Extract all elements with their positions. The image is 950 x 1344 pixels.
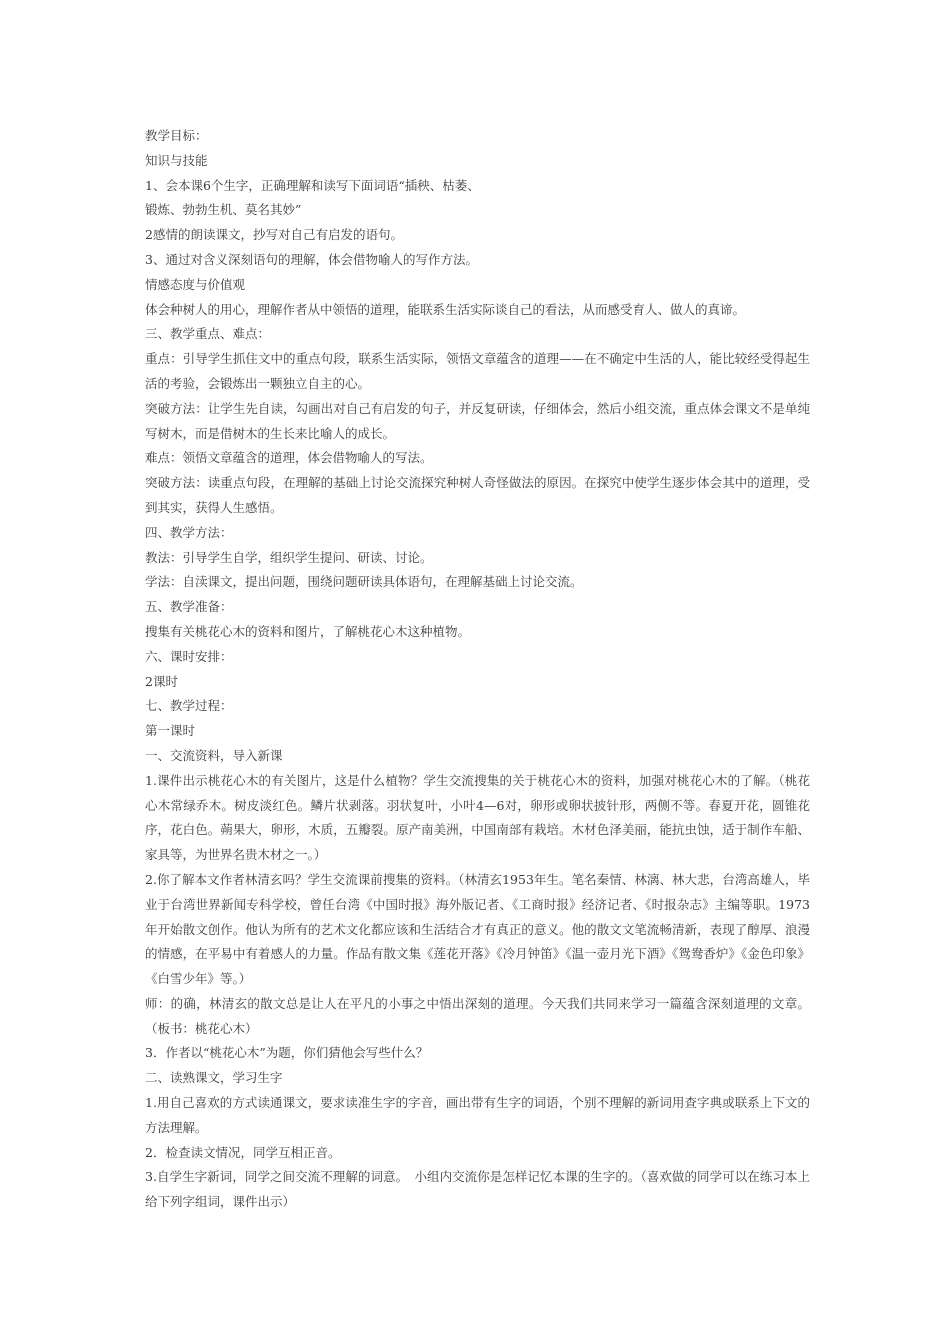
teaching-method-text: 教法：引导学生自学，组织学生提问、研读、讨论。 xyxy=(145,549,433,565)
heading-teaching-process: 七、教学过程： xyxy=(145,698,233,714)
subheading-knowledge-skills: 知识与技能 xyxy=(145,152,208,168)
document-body xyxy=(145,124,810,1215)
step-2-author: 2.你了解本文作者林清玄吗？学生交流课前搜集的资料。（林清玄1953年生。笔名秦情、林漓、林大悲，台湾高雄人，毕业于台湾世界新闻专科学校，曾任台湾《中国时报》海外版记者、《工商时报》经济记者、《时报杂志》主编等职。1973年开始散文创作。他认为所有的艺术文化都应该和生活结合才有真正的意义。他的散文文笔流畅清新，表现了醇厚、浪漫的情感，在平易中有着感人的力量。作品有散文集《莲花开落》《冷月钟笛》《温一壶月光下酒》《鸳鸯香炉》《金色印象》《白雪少年》等。） xyxy=(145,871,810,987)
difficult-point-text: 难点：领悟文章蕴含的道理，体会借物喻人的写法。 xyxy=(145,450,433,466)
read-step-1: 1.用自己喜欢的方式读通课文，要求读准生字的字音，画出带有生字的词语，个别不理解的新词用查字典或联系上下文的方法理解。 xyxy=(145,1095,810,1135)
heading-teaching-goals: 教学目标： xyxy=(145,128,208,143)
heading-teaching-preparation: 五、教学准备： xyxy=(145,599,233,615)
goal-item-3: 3、通过对含义深刻语句的理解，体会借物喻人的写作方法。 xyxy=(145,251,478,267)
class-hours-text: 2课时 xyxy=(145,673,178,689)
first-lesson-heading: 第一课时 xyxy=(145,723,196,739)
preparation-text: 搜集有关桃花心木的资料和图片，了解桃花心木这种植物。 xyxy=(145,623,471,639)
learning-method-text: 学法：自渎课文，提出问题，围绕问题研读具体语句，在理解基础上讨论交流。 xyxy=(145,574,583,590)
subheading-attitude-values: 情感态度与价值观 xyxy=(145,276,246,292)
section-exchange-materials: 一、交流资料，导入新课 xyxy=(145,747,283,763)
read-step-3: 3.自学生字新词，同学之间交流不理解的词意。 小组内交流你是怎样记忆本课的生字的。（喜欢做的同学可以在练习本上给下列字组词，课件出示） xyxy=(145,1169,810,1210)
key-point-method: 突破方法：让学生先自读，勾画出对自己有启发的句子，并反复研读，仔细体会，然后小组交流，重点体会课文不是单纯写树木，而是借树木的生长来比喻人的成长。 xyxy=(145,400,810,441)
difficult-point-method: 突破方法：读重点句段，在理解的基础上讨论交流探究种树人奇怪做法的原因。在探究中使学生逐步体会其中的道理，受到其实，获得人生感悟。 xyxy=(145,475,810,515)
step-3-title-guess: 3．作者以“桃花心木”为题，你们猜他会写些什么？ xyxy=(145,1045,429,1061)
read-step-2: 2．检查读文情况，同学互相正音。 xyxy=(145,1144,341,1160)
heading-class-schedule: 六、课时安排： xyxy=(145,648,233,664)
section-read-text: 二、读熟课文，学习生字 xyxy=(145,1070,283,1086)
key-point-text: 重点：引导学生抓住文中的重点句段，联系生活实际，领悟文章蕴含的道理——在不确定中生活的人，能比较经受得起生活的考验，会锻炼出一颗独立自主的心。 xyxy=(145,351,810,391)
heading-key-difficult-points: 三、教学重点、难点： xyxy=(145,326,271,342)
attitude-values-text: 体会种树人的用心，理解作者从中领悟的道理，能联系生活实际谈自己的看法，从而感受育人、做人的真谛。 xyxy=(145,301,746,317)
goal-item-2: 2感情的朗读课文，抄写对自己有启发的语句。 xyxy=(145,227,403,243)
heading-teaching-methods: 四、教学方法： xyxy=(145,524,233,540)
goal-item-1-continued: 锻炼、勃勃生机、莫名其妙” xyxy=(145,202,302,218)
goal-item-1: 1、会本课6个生字，正确理解和读写下面词语“插秧、枯萎、 xyxy=(145,177,480,193)
step-1-pictures: 1.课件出示桃花心木的有关图片，这是什么植物？学生交流搜集的关于桃花心木的资料，加强对桃花心木的了解。（桃花心木常绿乔木。树皮淡红色。鳞片状剥落。羽状复叶，小叶4—6对，卵形或卵状披针形，两侧不等。春夏开花，圆锥花序，花白色。蒴果大，卵形，木质，五瓣裂。原产南美洲，中国南部有栽培。木材色泽美丽，能抗虫蚀，适于制作车船、家具等，为世界名贵木材之一。） xyxy=(145,772,810,863)
teacher-remark: 师：的确，林清玄的散文总是让人在平凡的小事之中悟出深刻的道理。今天我们共同来学习一篇蕴含深刻道理的文章。（板书：桃花心木） xyxy=(145,995,810,1036)
